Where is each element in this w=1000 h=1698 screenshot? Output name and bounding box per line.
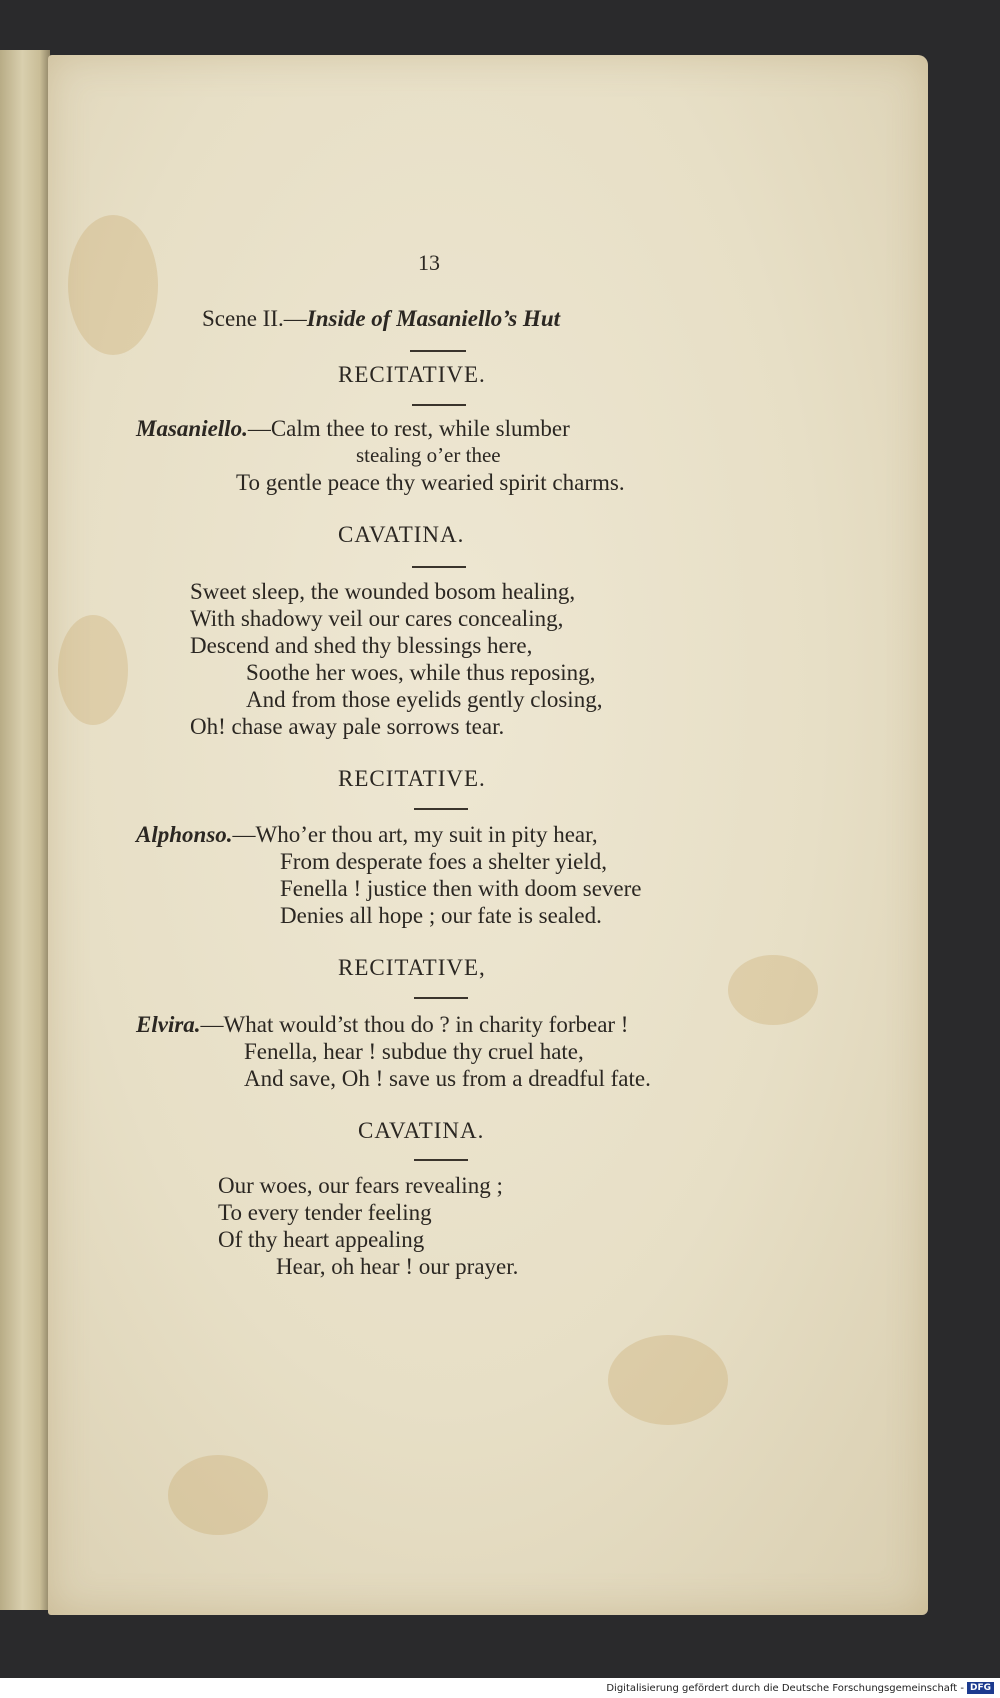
verse-line: And from those eyelids gently closing, [246, 687, 603, 712]
foxing-stain [168, 1455, 268, 1535]
verse-line: Our woes, our fears revealing ; [218, 1173, 503, 1198]
verse-line: To every tender feeling [218, 1200, 432, 1225]
verse-line: Of thy heart appealing [218, 1227, 425, 1252]
scene-prefix: Scene II.— [202, 306, 307, 331]
verse-line: From desperate foes a shelter yield, [280, 849, 607, 874]
speaker-name: Alphonso. [136, 822, 233, 847]
scene-title [202, 306, 560, 332]
divider-rule [414, 1159, 468, 1161]
speaker-dash: — [200, 1012, 224, 1037]
foxing-stain [608, 1335, 728, 1425]
verse-text: Calm thee to rest, while slumber [270, 416, 570, 441]
verse-line: Fenella, hear ! subdue thy cruel hate, [244, 1039, 584, 1064]
verse-line: stealing o’er thee [356, 443, 501, 467]
speaker-name: Elvira. [136, 1012, 201, 1037]
verse-line: Denies all hope ; our fate is sealed. [280, 903, 602, 928]
verse-line: Oh! chase away pale sorrows tear. [190, 714, 505, 739]
divider-rule [412, 566, 466, 568]
speaker-name: Masaniello. [136, 416, 248, 441]
verse-text: What would’st thou do ? in charity forbear ! [223, 1012, 629, 1037]
section-heading: RECITATIVE. [338, 766, 486, 791]
page-number: 13 [418, 250, 440, 275]
verse-line: With shadowy veil our cares concealing, [190, 606, 564, 631]
section-heading: RECITATIVE, [338, 955, 486, 980]
digitization-footer [0, 1678, 1000, 1698]
speaker-dash: — [247, 416, 271, 441]
verse-line [136, 416, 570, 442]
foxing-stain [728, 955, 818, 1025]
verse-line: Hear, oh hear ! our prayer. [276, 1254, 519, 1279]
footer-text: Digitalisierung gefördert durch die Deutsche Forschungsgemeinschaft - [606, 1682, 964, 1694]
verse-line: Sweet sleep, the wounded bosom healing, [190, 579, 576, 604]
divider-rule [410, 350, 466, 352]
verse-line [136, 822, 598, 848]
foxing-stain [68, 215, 158, 355]
section-heading: CAVATINA. [338, 522, 465, 547]
book-spine [0, 50, 50, 1610]
divider-rule [412, 404, 466, 406]
divider-rule [414, 997, 468, 999]
verse-line: And save, Oh ! save us from a dreadful fate. [244, 1066, 651, 1091]
verse-line [136, 1012, 628, 1038]
verse-line: Descend and shed thy blessings here, [190, 633, 533, 658]
verse-line: Soothe her woes, while thus reposing, [246, 660, 596, 685]
verse-line: Fenella ! justice then with doom severe [280, 876, 642, 901]
verse-line: To gentle peace thy wearied spirit charms. [236, 470, 625, 495]
speaker-dash: — [232, 822, 256, 847]
section-heading: RECITATIVE. [338, 362, 486, 387]
verse-text: Who’er thou art, my suit in pity hear, [255, 822, 598, 847]
scene-location: Inside of Masaniello’s Hut [306, 306, 560, 331]
foxing-stain [58, 615, 128, 725]
dfg-logo: DFG [967, 1682, 994, 1694]
divider-rule [414, 808, 468, 810]
section-heading: CAVATINA. [358, 1118, 485, 1143]
